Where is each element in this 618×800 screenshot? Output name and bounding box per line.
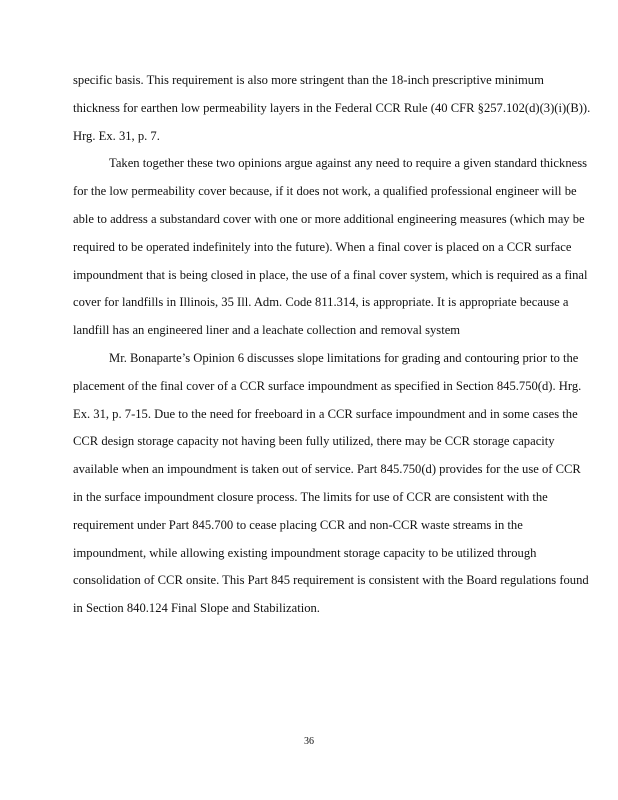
page-number: 36 bbox=[304, 736, 314, 747]
paragraph-continuation: specific basis. This requirement is also more stringent than the 18-inch prescriptive minimum thickness for earthen low permeability layers in the Federal CCR Rule (40 CFR §257.102(d)(3)(i)(B)). Hrg. Ex. 31, p. 7. bbox=[73, 73, 591, 143]
body-text bbox=[73, 67, 593, 623]
paragraph-opinions-summary: Taken together these two opinions argue against any need to require a given standard thickness for the low permeability cover because, if it does not work, a qualified professional engineer will be able to address a substandard cover with one or more additional engineering measures (which may be required to be operated indefinitely into the future). When a final cover is placed on a CCR surface impoundment that is being closed in place, the use of a final cover system, which is required as a final cover for landfills in Illinois, 35 Ill. Adm. Code 811.314, is appropriate. It is appropriate because a landfill has an engineered liner and a leachate collection and removal system bbox=[73, 156, 588, 338]
paragraph-opinion-6: Mr. Bonaparte’s Opinion 6 discusses slope limitations for grading and contouring prior to the placement of the final cover of a CCR surface impoundment as specified in Section 845.750(d). Hrg. Ex. 31, p. 7-15. Due to the need for freeboard in a CCR surface impoundment and in some cases the CCR design storage capacity not having been fully utilized, there may be CCR storage capacity available when an impoundment is taken out of service. Part 845.750(d) provides for the use of CCR in the surface impoundment closure process. The limits for use of CCR are consistent with the requirement under Part 845.700 to cease placing CCR and non-CCR waste streams in the impoundment, while allowing existing impoundment storage capacity to be utilized through consolidation of CCR onsite. This Part 845 requirement is consistent with the Board regulations found in Section 840.124 Final Slope and Stabilization. bbox=[73, 350, 589, 616]
